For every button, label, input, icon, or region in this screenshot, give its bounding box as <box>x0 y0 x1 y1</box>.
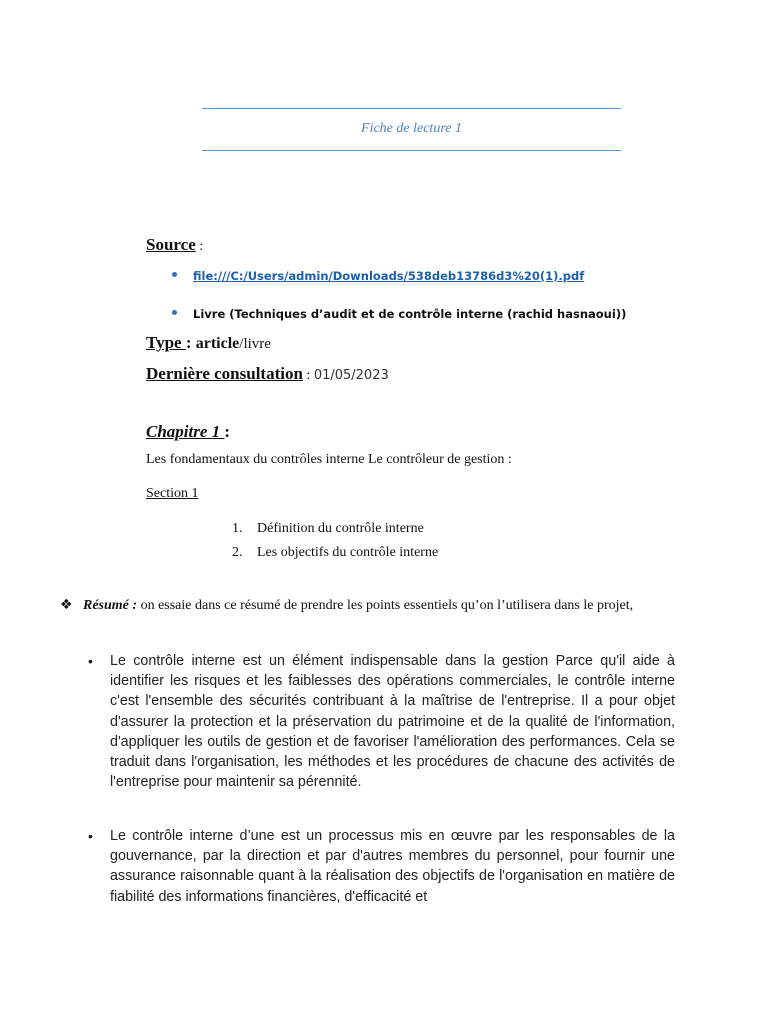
bullet-icon <box>172 310 177 315</box>
consultation-line <box>146 364 389 384</box>
type-label: Type <box>146 333 186 352</box>
list-item-text: Définition du contrôle interne <box>257 521 424 536</box>
header-bottom-rule <box>202 150 621 151</box>
source-line <box>146 235 203 255</box>
paragraph-text: Le contrôle interne d’une est un processus mis en œuvre par les responsables de la gouvernance, par la direction et par d'autres membres du personnel, pour fournir une assurance raisonnable quant à la réalisation des objectifs de l'organisation en matière de fiabilité des informations financières, d'efficacité et <box>110 828 675 905</box>
source-item-link[interactable] <box>193 267 584 285</box>
type-value-livre: /livre <box>239 336 271 352</box>
list-item <box>232 545 438 569</box>
bullet-icon: • <box>88 653 93 669</box>
section-list <box>232 521 438 569</box>
list-item-number: 2. <box>232 545 243 560</box>
bullet-icon <box>172 272 177 277</box>
resume-block <box>60 595 677 616</box>
consultation-label: Dernière consultation <box>146 364 303 383</box>
chapter-subtitle: Les fondamentaux du contrôles interne Le contrôleur de gestion : <box>146 452 512 467</box>
consultation-date: 01/05/2023 <box>313 368 389 383</box>
bullet-paragraph <box>88 826 675 907</box>
list-item <box>232 521 438 545</box>
chapter-heading <box>146 422 230 442</box>
section-label: Section 1 <box>146 486 199 501</box>
bullet-icon: • <box>88 828 93 844</box>
source-book-text: Livre (Techniques d’audit et de contrôle interne (rachid hasnaoui)) <box>193 307 627 321</box>
paragraph-text: Le contrôle interne est un élément indispensable dans la gestion Parce qu'il aide à identifier les risques et les faiblesses des opérations commerciales, le contrôle interne c'est l'ensemble des sécurités contribuant à la maîtrise de l'entreprise. Il a pour objet d'assurer la protection et la préservation du patrimoine et de la qualité de l'information, d'appliquer les outils de gestion et de favoriser l'amélioration des performances. Cela se traduit dans l'organisation, les méthodes et les procédures de chacune des activités de l'entreprise pour maintenir sa pérennité. <box>110 653 675 791</box>
source-colon: : <box>195 239 204 254</box>
resume-text: on essaie dans ce résumé de prendre les points essentiels qu’on l’utilisera dans le projet, <box>137 598 634 613</box>
header-top-rule <box>202 108 621 109</box>
document-title: Fiche de lecture 1 <box>361 121 462 136</box>
resume-label: Résumé : <box>83 598 138 613</box>
type-value-article: article <box>195 335 240 352</box>
resume-text-block <box>83 595 677 616</box>
chapter-label: Chapitre 1 <box>146 422 225 441</box>
consultation-colon: : <box>302 368 314 383</box>
diamond-bullet-icon: ❖ <box>60 597 73 613</box>
source-item-book <box>193 305 626 323</box>
bullet-paragraph <box>88 651 675 792</box>
type-line <box>146 333 271 353</box>
source-file-link[interactable]: file:///C:/Users/admin/Downloads/538deb13786d3%20(1).pdf <box>193 269 585 283</box>
type-colon: : <box>185 333 196 352</box>
list-item-text: Les objectifs du contrôle interne <box>257 545 439 560</box>
list-item-number: 1. <box>232 521 243 536</box>
chapter-colon: : <box>224 422 231 441</box>
source-label: Source <box>146 235 196 254</box>
